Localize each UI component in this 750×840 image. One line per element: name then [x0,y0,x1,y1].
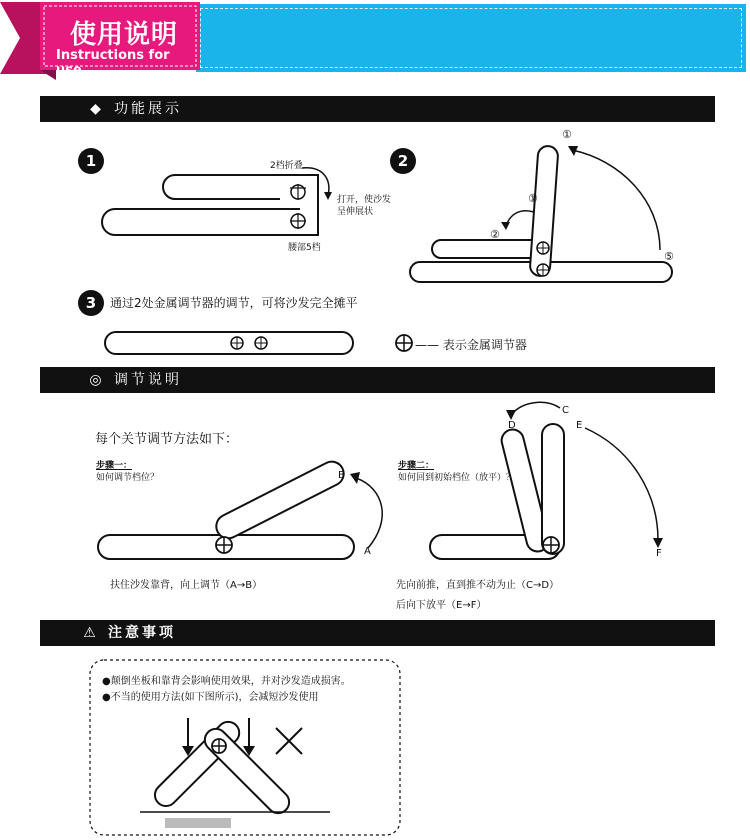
section-bar-caution [40,620,715,646]
open-label-1: 打开，使沙发 [337,195,392,205]
open-label-2: 呈伸展状 [337,207,374,217]
label-d: D [508,420,516,431]
section-title-caution: 注意事项 [108,625,176,641]
step2-mark-seat: ② [490,228,500,241]
stepb-caption-2: 后向下放平（E→F） [396,600,487,611]
label-b: B [338,470,345,481]
section-title-adjust: 调节说明 [114,372,182,388]
step1-arrow-icon [302,168,329,196]
step1-top-pad [163,175,300,199]
cross-icon [276,728,302,754]
stepb-back-pad-2 [542,424,564,554]
stepb-arrow-cd-icon [512,402,560,414]
section-title-function: 功能展示 [114,101,182,117]
target-icon: ◎ [89,372,105,388]
label-f: F [656,548,662,559]
waist-label: 腰部5档 [288,243,321,253]
step3-number: 3 [78,290,104,316]
stepa-arrow-icon [356,478,382,548]
caution-pad-right [200,724,293,817]
warning-icon: ⚠ [83,625,99,641]
caution-line-2: ●不当的使用方法(如下图所示)，会减短沙发使用 [102,692,319,703]
header-title: 使用说明 [70,20,179,50]
fold-label: 2档折叠 [270,161,303,171]
stepb-arrow-ef-icon [585,428,658,540]
adjust-heading: 每个关节调节方法如下： [95,432,239,447]
label-e: E [576,420,583,431]
section-bar-adjust [40,367,715,393]
label-c: C [562,405,569,416]
label-a: A [364,546,371,557]
header-subtitle: Instructions for use [56,48,170,78]
stepb-question: 如何回到初始档位（放平）？ [398,473,516,483]
caution-line-1: ●颠倒坐板和靠背会影响使用效果，并对沙发造成损害。 [102,676,351,687]
step3-flat-pad [105,332,353,354]
step2-mark-arc: ⑤ [664,250,674,263]
step3-text: 通过2处金属调节器的调节，可将沙发完全摊平 [110,296,358,310]
stepb-title: 步骤二： [398,461,435,471]
step1-bottom-pad [102,209,300,235]
stepb-caption-1: 先向前推，直到推不动为止（C→D） [396,580,560,591]
step2-mark-top: ① [562,128,572,141]
step2-arc-arrow-icon [572,150,660,250]
step2-back-pad [529,145,558,276]
stepa-caption: 扶住沙发靠背，向上调节（A→B） [110,580,263,591]
stepa-question: 如何调节档位？ [96,473,160,483]
adjuster-legend: —— 表示金属调节器 [415,338,527,352]
stepa-back-pad [212,458,348,543]
diamond-icon: ◆ [90,101,104,117]
step2-left-arrow-icon [506,211,534,226]
stepa-title: 步骤一： [96,461,133,471]
step2-mark-mid: ① [528,192,538,205]
step1-number: 1 [78,148,104,174]
step2-number: 2 [390,148,416,174]
